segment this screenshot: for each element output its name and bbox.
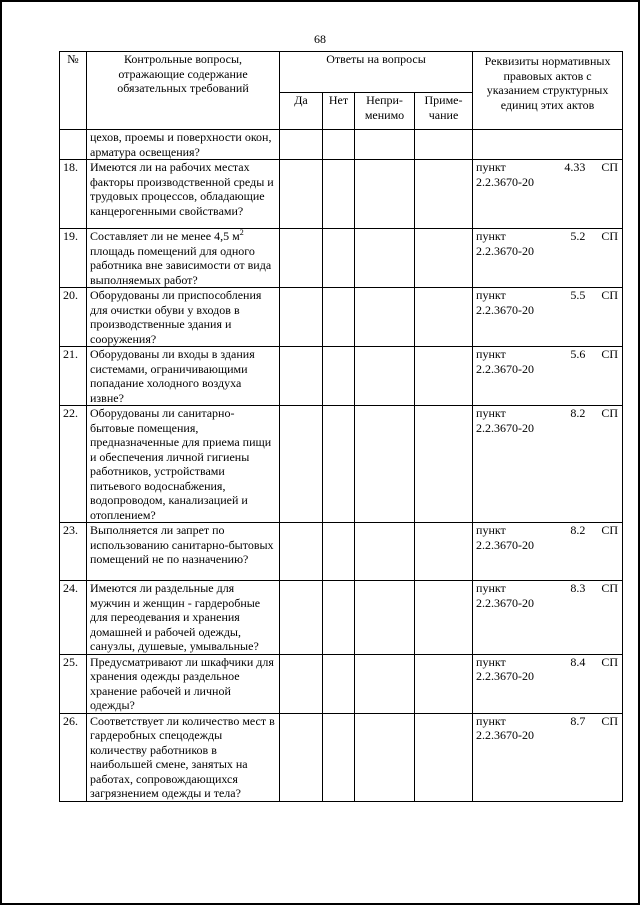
ref-line <box>476 160 618 175</box>
ref-line <box>476 655 618 670</box>
ref-word: пункт <box>476 229 506 243</box>
row-question: Предусматривают ли шкафчики для хранения одежды раздельное хранение рабочей и личной одежды? <box>87 654 280 713</box>
answer-note-cell[interactable] <box>415 229 473 288</box>
ref-point: 8.3 <box>570 581 586 595</box>
row-number: 26. <box>60 713 87 801</box>
row-requisites <box>473 406 623 523</box>
row-question: Оборудованы ли входы в здания системами, ограничивающими попадание холодного воздуха извне? <box>87 347 280 406</box>
row-question-part: площадь помещений для одного работника вне зависимости от вида выполняемых работ? <box>90 243 272 287</box>
ref-code: 2.2.3670-20 <box>476 537 535 552</box>
answer-note-cell[interactable] <box>415 581 473 655</box>
answer-yes-cell[interactable] <box>280 581 323 655</box>
answer-yes-cell[interactable] <box>280 406 323 523</box>
row-question: Оборудованы ли приспособления для очистки обуви у входов в производственные здания и сооружения? <box>87 288 280 347</box>
row-number: 21. <box>60 347 87 406</box>
table-row <box>60 654 623 713</box>
ref-act: СП <box>601 229 619 243</box>
row-requisites <box>473 288 623 347</box>
row-number: 25. <box>60 654 87 713</box>
answer-yes-cell[interactable] <box>280 288 323 347</box>
header-yes: Да <box>280 93 323 130</box>
answer-na-cell[interactable] <box>355 581 415 655</box>
ref-word: пункт <box>476 581 506 595</box>
row-number: 22. <box>60 406 87 523</box>
header-na-line1: Непри- <box>366 93 403 107</box>
answer-na-cell[interactable] <box>355 654 415 713</box>
answer-note-cell[interactable] <box>415 523 473 581</box>
row-number <box>60 130 87 160</box>
row-requisites <box>473 347 623 406</box>
answer-yes-cell[interactable] <box>280 229 323 288</box>
ref-act: СП <box>601 523 619 537</box>
ref-point: 5.2 <box>570 229 586 243</box>
header-no: Нет <box>323 93 355 130</box>
ref-point: 5.6 <box>570 347 586 361</box>
answer-na-cell[interactable] <box>355 130 415 160</box>
table-row <box>60 288 623 347</box>
ref-act: СП <box>601 160 619 174</box>
ref-code: 2.2.3670-20 <box>476 302 535 317</box>
ref-word: пункт <box>476 160 506 174</box>
answer-na-cell[interactable] <box>355 713 415 801</box>
answer-no-cell[interactable] <box>323 581 355 655</box>
ref-act: СП <box>601 654 619 669</box>
ref-line <box>476 581 618 596</box>
ref-code: 2.2.3670-20 <box>476 420 535 435</box>
row-question-part: Составляет ли не менее 4,5 м <box>90 229 240 243</box>
ref-word: пункт <box>476 713 506 728</box>
answer-no-cell[interactable] <box>323 160 355 229</box>
answer-na-cell[interactable] <box>355 406 415 523</box>
row-requisites <box>473 160 623 229</box>
ref-word: пункт <box>476 406 506 420</box>
ref-point: 5.5 <box>570 288 586 302</box>
answer-no-cell[interactable] <box>323 406 355 523</box>
answer-na-cell[interactable] <box>355 288 415 347</box>
row-requisites <box>473 130 623 160</box>
ref-act: СП <box>601 581 619 595</box>
header-note-line2: чание <box>428 107 459 122</box>
ref-word: пункт <box>476 347 506 361</box>
row-question <box>87 229 280 288</box>
row-number: 18. <box>60 160 87 229</box>
ref-code: 2.2.3670-20 <box>476 361 535 376</box>
table-row <box>60 130 623 160</box>
row-requisites <box>473 654 623 713</box>
answer-yes-cell[interactable] <box>280 130 323 160</box>
answer-note-cell[interactable] <box>415 654 473 713</box>
table-row <box>60 406 623 523</box>
checklist-body <box>60 130 623 802</box>
checklist-table <box>59 51 623 802</box>
ref-line <box>476 523 618 538</box>
ref-word: пункт <box>476 523 506 537</box>
row-number: 23. <box>60 523 87 581</box>
row-number: 19. <box>60 229 87 288</box>
ref-code: 2.2.3670-20 <box>476 174 535 189</box>
header-note <box>415 93 473 130</box>
table-row <box>60 229 623 288</box>
row-question: Соответствует ли количество мест в гардеробных спецодежды количеству работников в наибольшей смене, занятых на работах, сопровождающихся загрязнением одежды и тела? <box>87 713 280 801</box>
answer-note-cell[interactable] <box>415 130 473 160</box>
header-note-line1: Приме- <box>424 93 463 107</box>
ref-point: 8.7 <box>570 713 586 728</box>
row-number: 20. <box>60 288 87 347</box>
row-number: 24. <box>60 581 87 655</box>
header-question: Контрольные вопросы, отражающие содержание обязательных требований <box>87 52 280 130</box>
header-na-line2: менимо <box>364 107 405 122</box>
answer-na-cell[interactable] <box>355 160 415 229</box>
ref-line <box>476 714 618 729</box>
ref-point: 8.2 <box>570 406 586 420</box>
answer-na-cell[interactable] <box>355 229 415 288</box>
ref-code: 2.2.3670-20 <box>476 669 535 683</box>
ref-line <box>476 229 618 244</box>
answer-note-cell[interactable] <box>415 406 473 523</box>
ref-code: 2.2.3670-20 <box>476 243 535 258</box>
table-row <box>60 160 623 229</box>
ref-point: 4.33 <box>564 160 586 174</box>
header-requisites: Реквизиты нормативных правовых актов с указанием структурных единиц этих актов <box>473 52 623 130</box>
header-answers: Ответы на вопросы <box>280 52 473 93</box>
table-row <box>60 523 623 581</box>
table-row <box>60 713 623 801</box>
row-requisites <box>473 523 623 581</box>
row-question-superscript: 2 <box>239 228 244 237</box>
ref-line <box>476 347 618 362</box>
answer-no-cell[interactable] <box>323 130 355 160</box>
ref-line <box>476 406 618 421</box>
ref-word: пункт <box>476 654 506 669</box>
row-question: Оборудованы ли санитарно-бытовые помещения, предназначенные для приема пищи и обеспечения личной гигиены работников, устройствами питьевого водоснабжения, водопроводом, канализацией и отоплением? <box>87 406 280 523</box>
row-question: Выполняется ли запрет по использованию санитарно-бытовых помещений не по назначению? <box>87 523 280 581</box>
ref-point: 8.2 <box>570 523 586 537</box>
table-row <box>60 581 623 655</box>
row-requisites <box>473 713 623 801</box>
answer-no-cell[interactable] <box>323 654 355 713</box>
page-number: 68 <box>314 32 326 46</box>
row-requisites <box>473 229 623 288</box>
answer-yes-cell[interactable] <box>280 713 323 801</box>
answer-no-cell[interactable] <box>323 347 355 406</box>
ref-act: СП <box>601 288 619 302</box>
answer-note-cell[interactable] <box>415 160 473 229</box>
table-row <box>60 347 623 406</box>
answer-note-cell[interactable] <box>415 347 473 406</box>
answer-yes-cell[interactable] <box>280 160 323 229</box>
ref-point: 8.4 <box>570 654 586 669</box>
answer-yes-cell[interactable] <box>280 523 323 581</box>
answer-no-cell[interactable] <box>323 523 355 581</box>
row-requisites <box>473 581 623 655</box>
answer-no-cell[interactable] <box>323 288 355 347</box>
answer-yes-cell[interactable] <box>280 654 323 713</box>
ref-code: 2.2.3670-20 <box>476 728 535 742</box>
ref-act: СП <box>601 713 619 728</box>
answer-no-cell[interactable] <box>323 713 355 801</box>
ref-code: 2.2.3670-20 <box>476 595 535 610</box>
row-question: цехов, проемы и поверхности окон, арматура освещения? <box>87 130 280 160</box>
header-not-applicable <box>355 93 415 130</box>
answer-na-cell[interactable] <box>355 347 415 406</box>
ref-line <box>476 288 618 303</box>
ref-word: пункт <box>476 288 506 302</box>
row-question: Имеются ли раздельные для мужчин и женщин - гардеробные для переодевания и хранения домашней и рабочей одежды, санузлы, душевые, умывальные? <box>87 581 280 655</box>
ref-act: СП <box>601 347 619 361</box>
answer-yes-cell[interactable] <box>280 347 323 406</box>
answer-note-cell[interactable] <box>415 288 473 347</box>
answer-note-cell[interactable] <box>415 713 473 801</box>
answer-na-cell[interactable] <box>355 523 415 581</box>
ref-act: СП <box>601 406 619 420</box>
answer-no-cell[interactable] <box>323 229 355 288</box>
header-num: № <box>60 52 87 130</box>
row-question: Имеются ли на рабочих местах факторы производственной среды и трудовых процессов, обладающие канцерогенными свойствами? <box>87 160 280 229</box>
